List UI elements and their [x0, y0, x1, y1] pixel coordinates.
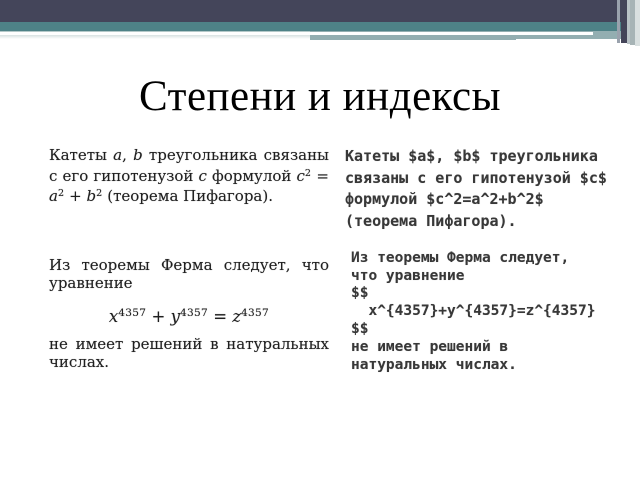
math-superscript: 4357 [241, 306, 270, 319]
latex-source-line: (теорема Пифагора). [345, 212, 517, 231]
latex-source-line: натуральных числах. [351, 356, 517, 373]
latex-source-code [345, 146, 617, 374]
latex-output-line [49, 165, 329, 186]
text-run: + [146, 306, 171, 326]
math-var: z [232, 306, 242, 326]
text-run: формулой [206, 166, 297, 185]
latex-source-line: $$ [351, 321, 369, 337]
math-var: a [113, 146, 123, 164]
source-paragraph-pythagoras [345, 146, 617, 233]
text-run: = [311, 166, 329, 185]
math-var: a [49, 187, 58, 205]
latex-output-line [49, 146, 329, 165]
slide-title: Степени и индексы [139, 73, 501, 120]
math-superscript: 2 [304, 167, 312, 179]
latex-source-line: не имеет решений в [351, 338, 509, 355]
rendered-paragraph-pythagoras [49, 146, 329, 206]
math-superscript: 4357 [179, 306, 208, 319]
math-var: y [170, 306, 180, 326]
text-run: (теорема Пифагора). [102, 187, 273, 205]
latex-source-line: Из теоремы Ферма следует, [351, 249, 570, 266]
latex-source-line: что уравнение [351, 267, 465, 284]
text-run: , [122, 146, 134, 164]
header-dark-bar [0, 0, 640, 22]
text-run: с его гипотенузой [49, 166, 199, 185]
latex-source-line: $$ [351, 285, 369, 302]
latex-output-line [49, 185, 329, 206]
rendered-paragraph-fermat [49, 256, 329, 372]
math-superscript: 2 [57, 188, 65, 199]
latex-source-line: x^{4357}+y^{4357}=z^{4357} [351, 303, 596, 320]
math-var: c [296, 166, 305, 185]
math-var: x [108, 306, 119, 326]
latex-output-line: не имеет решений в натуральных [49, 334, 329, 353]
text-run: + [64, 187, 87, 205]
latex-source-line: Катеты $a$, $b$ треугольника [345, 147, 598, 165]
latex-source-line: связаны с его гипотенузой $c$ [345, 168, 607, 187]
source-paragraph-fermat [351, 250, 617, 375]
latex-output-line: числах. [49, 353, 110, 371]
header-edge-stripe-gray [617, 0, 620, 43]
math-var: b [86, 187, 97, 205]
header-edge-stripe-pale [635, 0, 640, 46]
latex-output-line: Из теоремы Ферма следует, что [49, 255, 329, 274]
math-var: c [198, 166, 207, 185]
latex-source-line: формулой $c^2=a^2+b^2$ [345, 190, 544, 209]
header-teal-bar [0, 22, 640, 31]
math-superscript: 2 [96, 188, 103, 199]
displayed-equation [49, 300, 329, 326]
math-superscript: 4357 [118, 306, 147, 319]
math-var: b [133, 146, 143, 164]
latex-output-line: уравнение [49, 274, 133, 292]
text-run: = [207, 306, 233, 326]
header-white-line-1 [0, 32, 593, 35]
text-run: треугольника связаны [142, 146, 329, 164]
latex-rendered-output [49, 146, 329, 372]
text-run: Катеты [49, 146, 114, 164]
